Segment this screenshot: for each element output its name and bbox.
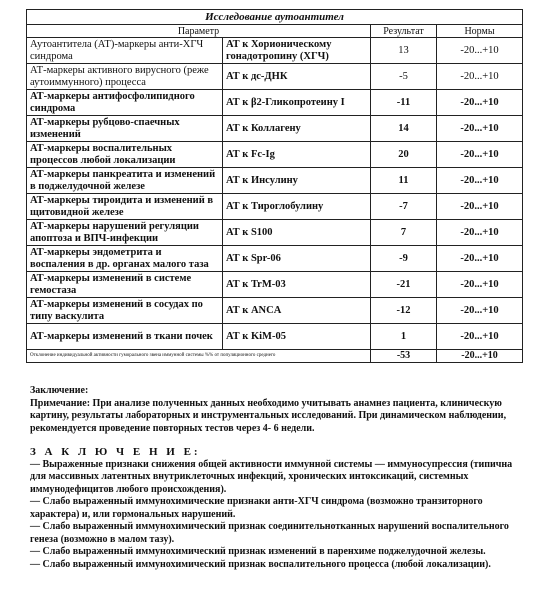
result-value: -5 (371, 64, 437, 90)
conclusion-heading: Заключение: (30, 385, 89, 396)
conclusion-section (30, 385, 526, 571)
antibody-name: АТ к Коллагену (223, 116, 371, 142)
antibody-name: АТ к S100 (223, 220, 371, 246)
conclusion-item: — Слабо выраженный иммунохимические признаки анти-ХГЧ синдрома (возможно транзиторного характера) и, или гормональных нарушений. (30, 496, 483, 520)
norm-range: -20...+10 (437, 64, 523, 90)
result-value: 7 (371, 220, 437, 246)
header-parameter: Параметр (27, 25, 371, 38)
norm-range: -20...+10 (437, 298, 523, 324)
conclusion-item: — Слабо выраженный иммунохимический признак изменений в паренхиме поджелудочной железы. (30, 546, 486, 557)
table-row (27, 64, 523, 90)
conclusion-big-heading: З А К Л Ю Ч Е Н И Е: (30, 446, 201, 458)
table-row (27, 168, 523, 194)
param-name: АТ-маркеры активного вирусного (реже аутоиммунного) процесса (27, 64, 223, 90)
antibody-name: АТ к Инсулину (223, 168, 371, 194)
table-row (27, 90, 523, 116)
table-row (27, 324, 523, 350)
result-value: 20 (371, 142, 437, 168)
table-row (27, 194, 523, 220)
param-name: АТ-маркеры изменений в сосудах по типу васкулита (27, 298, 223, 324)
table-row (27, 246, 523, 272)
results-table (26, 9, 523, 363)
table-row (27, 272, 523, 298)
norm-range: -20...+10 (437, 194, 523, 220)
norm-range: -20...+10 (437, 142, 523, 168)
param-name: Аутоантитела (АТ)-маркеры анти-ХГЧ синдрома (27, 38, 223, 64)
antibody-name: АТ к дс-ДНК (223, 64, 371, 90)
antibody-name: АТ к KiM-05 (223, 324, 371, 350)
param-name: АТ-маркеры тироидита и изменений в щитовидной железе (27, 194, 223, 220)
norm-range: -20...+10 (437, 324, 523, 350)
param-name: АТ-маркеры воспалительных процессов любой локализации (27, 142, 223, 168)
table-body (27, 38, 523, 350)
result-value: -11 (371, 90, 437, 116)
footnote-result: -53 (371, 350, 437, 363)
result-value: -21 (371, 272, 437, 298)
antibody-name: АТ к Тироглобулину (223, 194, 371, 220)
conclusion-item: — Слабо выраженный иммунохимический признак воспалительного процесса (любой локализации). (30, 558, 491, 570)
antibody-name: АТ к Spr-06 (223, 246, 371, 272)
conclusion-item: — Выраженные признаки снижения общей активности иммунной системы — иммуносупрессия (типична для массивных латентных внутриклеточных инфекций, хронических интоксикаций, системных иммунодефицитов любого происхождения). (30, 458, 513, 495)
conclusion-note: Примечание: При анализе полученных данных необходимо учитывать анамнез пациента, клиническую картину, результаты лабораторных и инструментальных исследований. При динамическом наблюдении, рекомендуется проведение повторных тестов через 4- 6 недели. (30, 397, 507, 434)
antibody-name: АТ к ANCA (223, 298, 371, 324)
footnote-text: Отклонение индивидуальной активности гуморального звена иммунной системы %% от популяционного среднего (27, 350, 371, 363)
table-row (27, 142, 523, 168)
param-name: АТ-маркеры панкреатита и изменений в поджелудочной железе (27, 168, 223, 194)
table-row (27, 298, 523, 324)
antibody-name: АТ к TrM-03 (223, 272, 371, 298)
antibody-name: АТ к β2-Гликопротеину I (223, 90, 371, 116)
table-title: Исследование аутоантител (27, 10, 523, 25)
table-row (27, 38, 523, 64)
param-name: АТ-маркеры рубцово-спаечных изменений (27, 116, 223, 142)
table-row (27, 220, 523, 246)
antibody-name: АТ к Fc-Ig (223, 142, 371, 168)
result-value: 1 (371, 324, 437, 350)
result-value: -7 (371, 194, 437, 220)
header-norms: Нормы (437, 25, 523, 38)
conclusion-item: — Слабо выраженный иммунохимический признак соединительнотканных нарушений воспалительного генеза (возможно в малом тазу). (30, 521, 509, 545)
norm-range: -20...+10 (437, 116, 523, 142)
param-name: АТ-маркеры изменений в ткани почек (27, 324, 223, 350)
norm-range: -20...+10 (437, 272, 523, 298)
header-result: Результат (371, 25, 437, 38)
norm-range: -20...+10 (437, 90, 523, 116)
param-name: АТ-маркеры изменений в системе гемостаза (27, 272, 223, 298)
param-name: АТ-маркеры нарушений регуляции апоптоза и ВПЧ-инфекции (27, 220, 223, 246)
param-name: АТ-маркеры антифосфолипидного синдрома (27, 90, 223, 116)
norm-range: -20...+10 (437, 168, 523, 194)
result-value: -12 (371, 298, 437, 324)
footnote-norm: -20...+10 (437, 350, 523, 363)
result-value: 11 (371, 168, 437, 194)
norm-range: -20...+10 (437, 38, 523, 64)
antibody-name: АТ к Хорионическому гонадотропину (ХГЧ) (223, 38, 371, 64)
table-row (27, 116, 523, 142)
param-name: АТ-маркеры эндометрита и воспаления в др. органах малого таза (27, 246, 223, 272)
result-value: -9 (371, 246, 437, 272)
result-value: 14 (371, 116, 437, 142)
norm-range: -20...+10 (437, 246, 523, 272)
autoantibody-report (26, 9, 522, 363)
result-value: 13 (371, 38, 437, 64)
norm-range: -20...+10 (437, 220, 523, 246)
